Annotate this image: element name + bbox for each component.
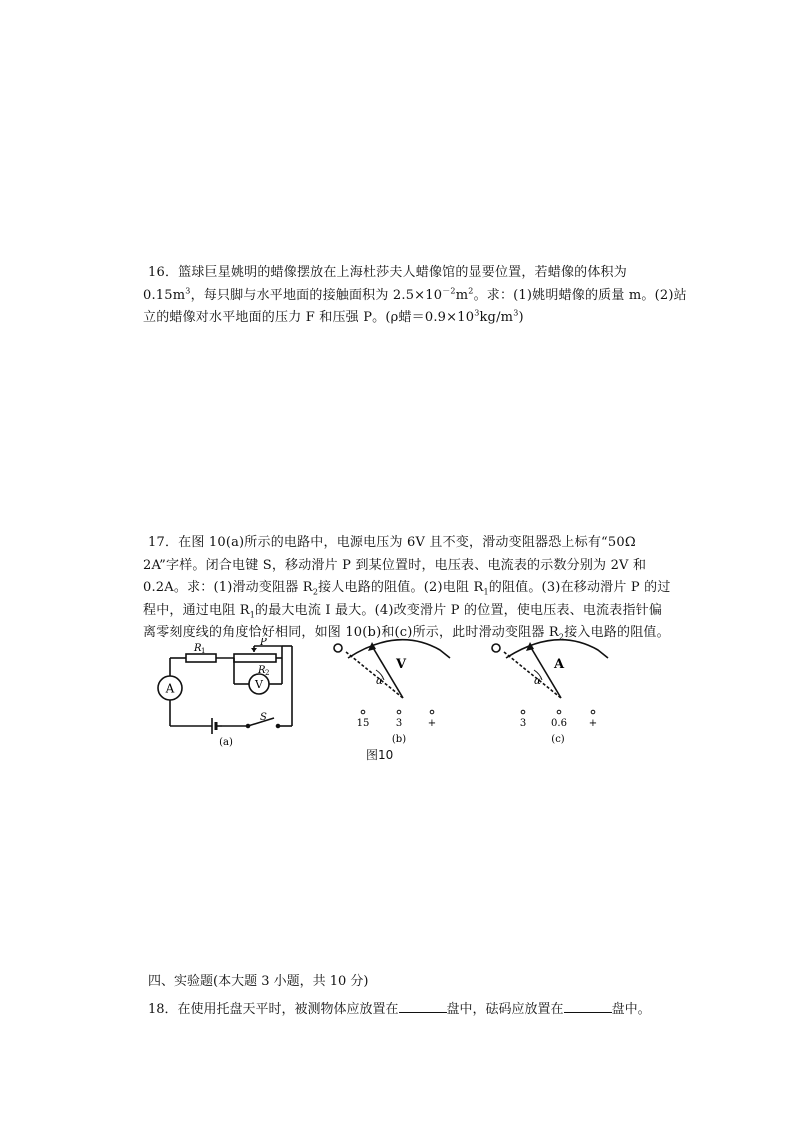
slider-p-label: P [260,638,267,648]
q16-line2d: 。求：(1)姚明蜡像的质量 m。(2)站 [473,287,687,303]
r2-label: R [258,665,266,676]
q16-line2a: 0.15m [143,287,186,303]
question-18 [148,998,651,1017]
q17-line4a: 程中，通过电阻 R [143,602,250,618]
figure-c-label: (c) [551,734,565,745]
switch-s-label: S [260,712,267,723]
q17-line3b: 接人电路的阻值。(2)电阻 R [318,580,484,595]
voltmeter-label: V [255,678,263,691]
ammeter-label: A [165,681,175,696]
terminal-label-c-2: + [588,718,598,729]
q16-line2-sup2: －2 [442,286,456,296]
q16-line3c: ) [518,310,524,325]
terminal-label-b-2: + [427,718,437,729]
q18-part1: 18．在使用托盘天平时，被测物体应放置在 [148,1002,399,1017]
q17-line5b: 接入电路的阻值。 [564,625,670,640]
q17-line4-sub: 1 [249,610,256,620]
figure-10a-circuit [150,638,310,750]
q16-line3b: kg/m [479,310,514,325]
r1-sub: 1 [201,647,206,655]
angle-alpha-b: α [376,676,383,687]
q17-line4b: 的最大电流 I 最大。(4)改变滑片 P 的位置，使电压表、电流表指针偏 [255,602,663,618]
rheostat-r2 [234,654,276,662]
q18-part2: 盘中，砝码应放置在 [446,1002,564,1017]
figure-b-label: (b) [391,734,407,745]
needle [372,646,403,698]
terminal-plus [591,710,595,714]
q17-line5-sub: 2 [558,632,565,642]
terminal-label-b-1: 3 [395,718,403,729]
terminal-plus [430,710,434,714]
zero-line [346,652,403,698]
terminal-3 [397,710,401,714]
needle [530,646,561,698]
q17-line3c: 的阻值。(3)在移动滑片 P 的过 [488,580,671,595]
q16-line3-sup: 3 [474,308,480,318]
q17-line1: 17．在图 10(a)所示的电路中，电源电压为 6V 且不变，滑动变阻器恐上标有“50Ω [148,535,636,550]
q17-line3-sub2: 1 [483,587,489,597]
q16-line2-sup3: 2 [468,286,474,296]
terminal-0-6a [557,710,561,714]
terminal-3a [521,710,525,714]
q16-line2-sup: 3 [185,286,191,296]
q17-line3-sub: 2 [312,587,319,597]
figure-10c-ammeter-dial [486,636,616,746]
zero-mark-circle [492,644,500,652]
zero-mark-circle [334,644,342,652]
q16-line3-sup2: 3 [513,308,519,318]
meter-v-label: V [396,657,407,672]
answer-blank-1[interactable] [399,1000,447,1013]
r2-sub: 2 [265,669,270,677]
q17-line2: 2A”字样。闭合电键 S，移动滑片 P 到某位置时，电压表、电流表的示数分别为 2V 和 [143,557,647,573]
q16-line1: 16．篮球巨星姚明的蜡像摆放在上海杜莎夫人蜡像馆的显要位置，若蜡像的体积为 [148,265,627,280]
resistor-r1 [186,654,216,662]
q17-line3a: 0.2A。求：(1)滑动变阻器 R [143,580,313,595]
terminal-label-b-0: 15 [356,718,370,729]
dial-arc [348,640,450,658]
q17-line5a: 离零刻度线的角度恰好相同，如图 10(b)和(c)所示，此时滑动变阻器 R [143,625,559,640]
terminal-label-c-1: 0.6 [551,718,567,729]
q16-line2c: m [455,287,469,303]
answer-blank-2[interactable] [564,1000,612,1013]
zero-line [504,652,561,698]
q16-line2b: ，每只脚与水平地面的接触面积为 2.5×10 [190,287,443,303]
question-16 [143,262,687,330]
terminal-15 [361,710,365,714]
angle-alpha-c: α [534,676,541,687]
terminal-label-c-0: 3 [519,718,527,729]
meter-a-label: A [554,657,565,672]
figure-10-caption: 图10 [366,748,394,762]
question-17 [143,532,671,645]
r1-label: R [194,643,202,654]
figure-a-label: (a) [219,737,233,748]
figure-10b-voltmeter-dial [328,636,458,746]
section-4-heading: 四、实验题(本大题 3 小题，共 10 分) [148,974,369,989]
dial-arc [506,640,608,658]
q16-line3a: 立的蜡像对水平地面的压力 F 和压强 P。(ρ蜡＝0.9×10 [143,310,475,325]
q18-part3: 盘中。 [611,1002,651,1017]
